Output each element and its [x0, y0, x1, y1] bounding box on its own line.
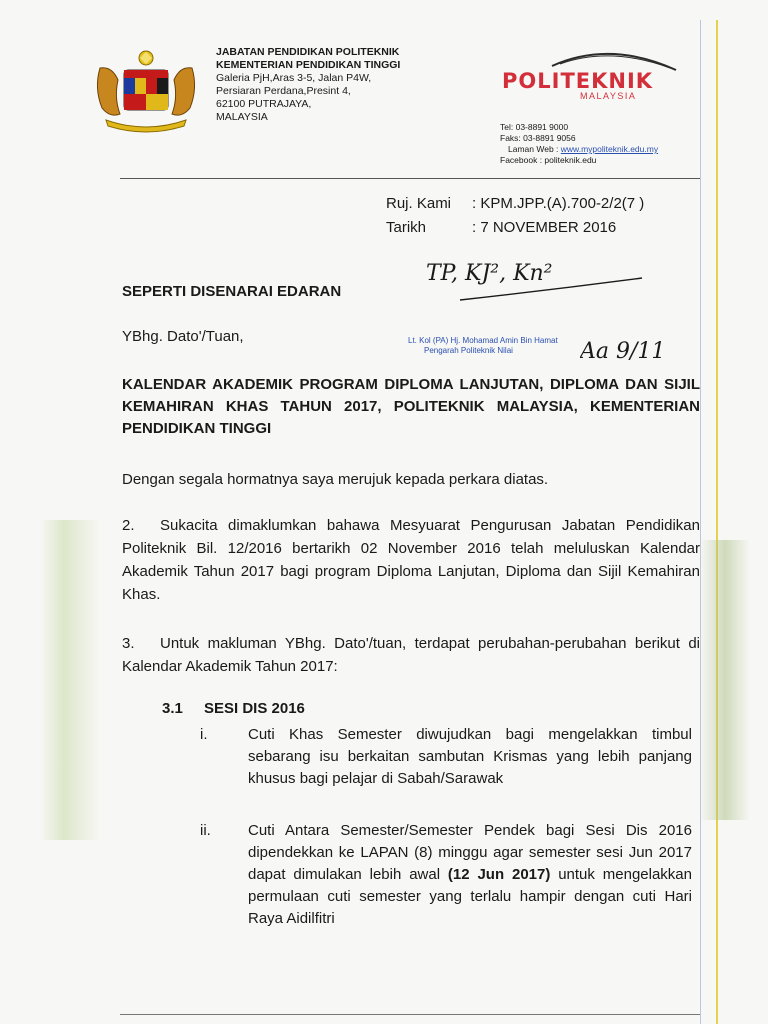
item-text-part: Cuti Antara Semester/Semester Pendek bagi Sesi Dis 2016 dipendekkan ke LAPAN (8) minggu agar semester sesi Jun 2017 dapat dimulakan lebih awal — [248, 822, 692, 883]
section-number: 3.1 — [162, 700, 183, 717]
scan-smudge-right — [700, 540, 750, 820]
web-label: Laman Web : — [508, 144, 561, 154]
web-link[interactable]: www.mypoliteknik.edu.my — [560, 144, 659, 154]
item-text: Cuti Khas Semester diwujudkan bagi mengelakkan timbul sebarang isu berkaitan sambutan Krismas yang lebih panjang khusus bagi pelajar di Sabah/Sarawak — [248, 726, 692, 787]
facebook-line: Facebook : politeknik.edu — [500, 155, 597, 165]
initials-signature — [580, 328, 690, 368]
scan-edge-line — [700, 20, 701, 1024]
address-line: MALAYSIA — [216, 111, 268, 123]
pengarah-stamp — [408, 336, 558, 356]
politeknik-logo — [500, 44, 680, 104]
paragraph-3 — [122, 632, 700, 678]
handwritten-annotation — [420, 250, 650, 310]
paragraph-1: Dengan segala hormatnya saya merujuk kepada perkara diatas. — [122, 471, 549, 488]
header-divider — [120, 178, 700, 179]
address-line: Galeria PjH,Aras 3-5, Jalan P4W, — [216, 72, 372, 84]
agency-name-line: JABATAN PENDIDIKAN POLITEKNIK — [216, 46, 400, 58]
contact-block — [500, 122, 658, 166]
tarikh-value: : 7 NOVEMBER 2016 — [472, 219, 617, 236]
web-line — [500, 144, 658, 155]
address-line: Persiaran Perdana,Presint 4, — [216, 85, 351, 97]
paragraph-number: 3. — [122, 635, 135, 652]
item-number: i. — [200, 726, 208, 743]
agency-address-block — [216, 46, 400, 124]
reference-block — [386, 192, 644, 240]
letter-subject: KALENDAR AKADEMIK PROGRAM DIPLOMA LANJUTAN, DIPLOMA DAN SIJIL KEMAHIRAN KHAS TAHUN 2017, POLITEKNIK MALAYSIA, KEMENTERIAN PENDIDIKAN TINGGI — [122, 376, 700, 437]
scan-highlight-line — [716, 20, 718, 1024]
logo-wordmark: POLITEKNIK — [502, 69, 654, 93]
list-item — [200, 820, 692, 930]
fax-line: Faks: 03-8891 9056 — [500, 133, 576, 143]
address-line: 62100 PUTRAJAYA, — [216, 98, 312, 110]
tel-line: Tel: 03-8891 9000 — [500, 122, 569, 132]
item-text — [248, 820, 692, 930]
pengarah-title: Pengarah Politeknik Nilai — [424, 346, 513, 355]
malaysia-crest-icon — [92, 48, 200, 134]
salutation: YBhg. Dato'/Tuan, — [122, 328, 244, 345]
paragraph-2 — [122, 514, 700, 606]
pengarah-name: Lt. Kol (PA) Hj. Mohamad Amin Bin Hamat — [408, 336, 558, 345]
item-text-part: untuk mengelakkan permulaan cuti semester yang terlalu hampir dengan cuti Hari Raya Aidilfitri — [248, 866, 692, 927]
ruj-value: : KPM.JPP.(A).700-2/2(7 ) — [472, 195, 645, 212]
addressee: SEPERTI DISENARAI EDARAN — [122, 283, 342, 300]
item-number: ii. — [200, 822, 211, 839]
section-heading — [162, 700, 305, 717]
annotation-text: TP, KJ², Kn² — [426, 261, 553, 286]
paragraph-number: 2. — [122, 517, 135, 534]
ministry-name-line: KEMENTERIAN PENDIDIKAN TINGGI — [216, 59, 401, 71]
footer-divider — [120, 1014, 700, 1015]
section-title: SESI DIS 2016 — [204, 700, 305, 717]
scan-smudge-left — [40, 520, 100, 840]
paragraph-text: Untuk makluman YBhg. Dato'/tuan, terdapat perubahan-perubahan berikut di Kalendar Akademik Tahun 2017: — [122, 635, 700, 675]
tarikh-label: Tarikh — [386, 219, 427, 236]
list-item — [200, 724, 692, 790]
item-text-highlight: (12 Jun 2017) — [447, 866, 551, 883]
ruj-label: Ruj. Kami — [386, 195, 452, 212]
logo-subtext: MALAYSIA — [580, 91, 637, 101]
initials-text: Aa 9/11 — [580, 339, 666, 364]
paragraph-text: Sukacita dimaklumkan bahawa Mesyuarat Pengurusan Jabatan Pendidikan Politeknik Bil. 12/2016 bertarikh 02 November 2016 telah meluluskan Kalendar Akademik Tahun 2017 bagi program Diploma Lanjutan, Diploma dan Sijil Kemahiran Khas. — [122, 517, 700, 603]
